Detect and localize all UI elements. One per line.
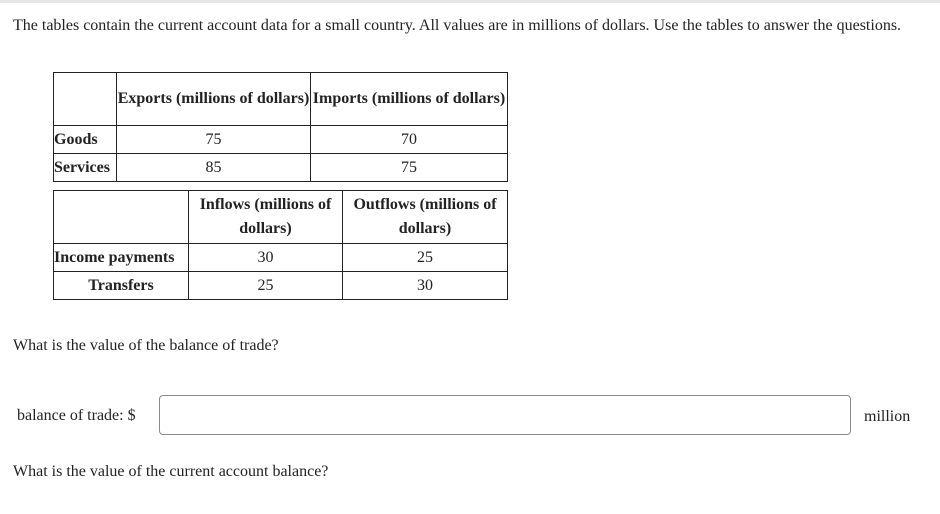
transfers-outflows-value: 30 [343, 272, 508, 300]
goods-imports-value: 70 [311, 126, 508, 154]
top-divider [0, 0, 940, 3]
inflows-header: Inflows (millions of dollars) [189, 191, 343, 244]
exports-header: Exports (millions of dollars) [117, 73, 311, 126]
row-label-goods: Goods [54, 126, 117, 154]
outflows-header: Outflows (millions of dollars) [343, 191, 508, 244]
row-label-transfers: Transfers [54, 272, 189, 300]
imports-header: Imports (millions of dollars) [311, 73, 508, 126]
table-row [54, 126, 508, 154]
income-inflows-value: 30 [189, 244, 343, 272]
balance-of-trade-label: balance of trade: $ [17, 407, 136, 424]
balance-of-trade-unit: million [864, 408, 911, 425]
intro-text: The tables contain the current account data for a small country. All values are in millions of dollars. Use the tables to answer the questions. [13, 17, 902, 34]
table-row [54, 244, 508, 272]
income-outflows-value: 25 [343, 244, 508, 272]
income-transfers-table [53, 190, 508, 300]
transfers-inflows-value: 25 [189, 272, 343, 300]
question-current-account-balance: What is the value of the current account balance? [13, 463, 329, 480]
row-label-income-payments: Income payments [54, 244, 189, 272]
table-header-empty [54, 191, 189, 244]
goods-services-table [53, 72, 508, 182]
table-header-empty [54, 73, 117, 126]
services-imports-value: 75 [311, 154, 508, 182]
table-row [54, 272, 508, 300]
row-label-services: Services [54, 154, 117, 182]
table-row [54, 154, 508, 182]
balance-of-trade-input[interactable] [159, 395, 851, 435]
question-balance-of-trade: What is the value of the balance of trade? [13, 337, 279, 354]
services-exports-value: 85 [117, 154, 311, 182]
goods-exports-value: 75 [117, 126, 311, 154]
